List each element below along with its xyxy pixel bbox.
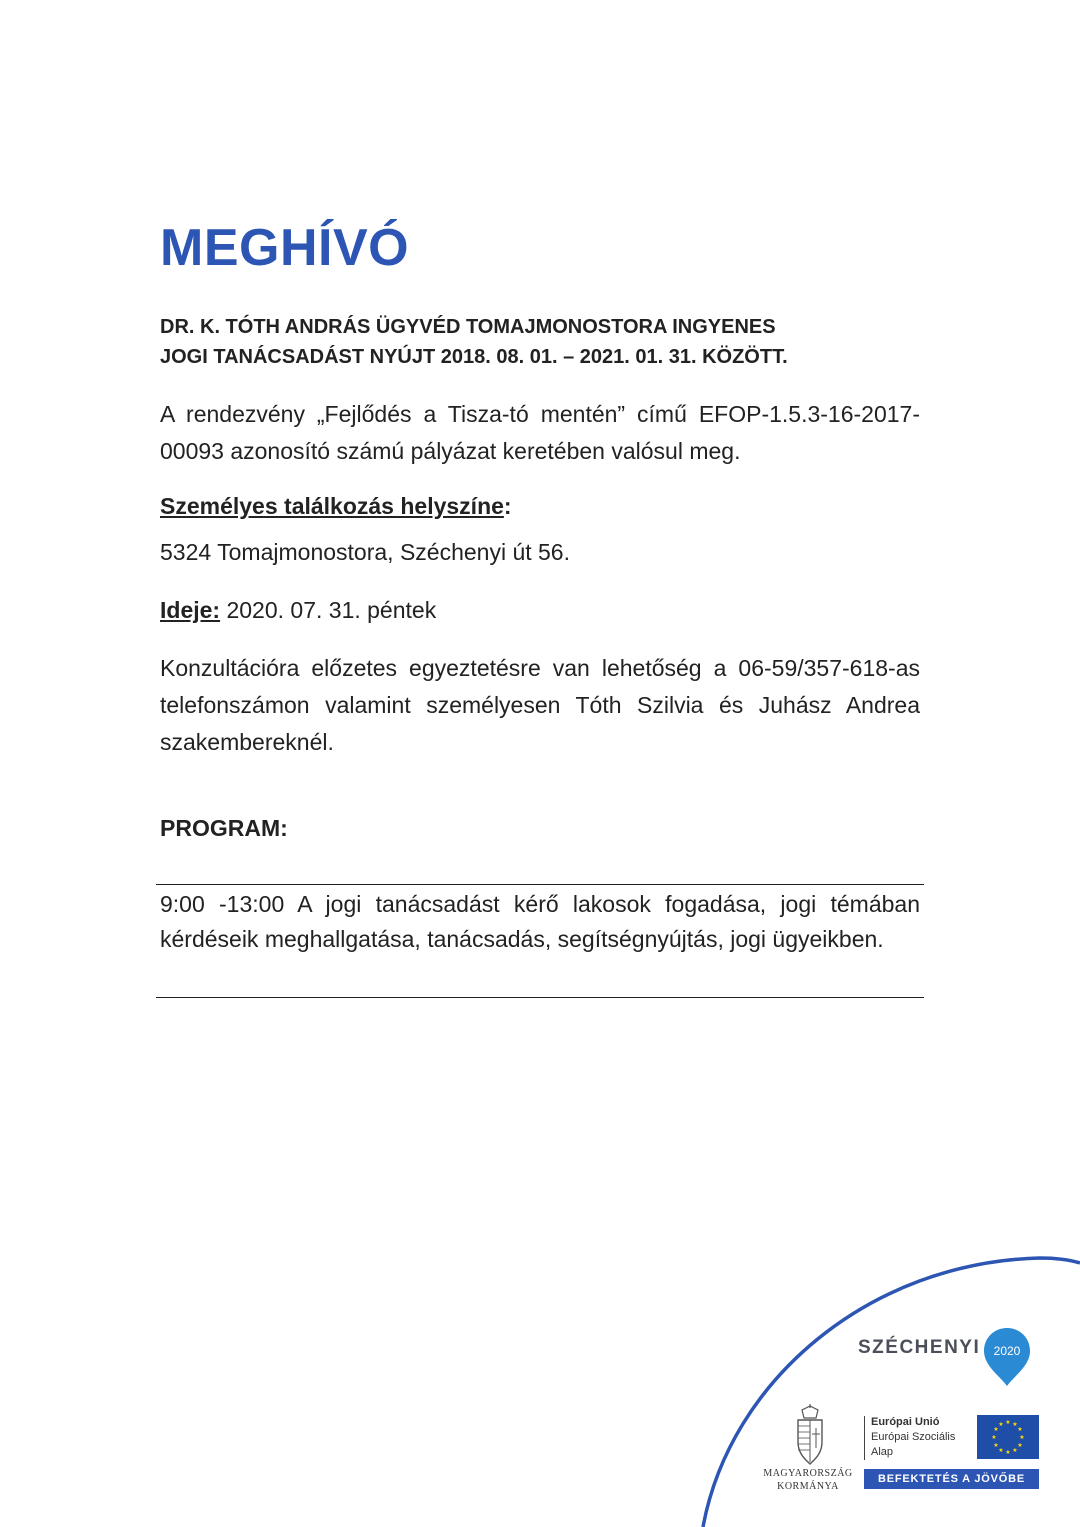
gov-line-2: KORMÁNYA (777, 1481, 839, 1492)
eu-line-2: Európai Szociális (871, 1431, 956, 1443)
eu-line-1: Európai Unió (871, 1416, 940, 1428)
svg-text:★: ★ (1005, 1419, 1011, 1426)
invest-in-future-banner: BEFEKTETÉS A JÖVŐBE (864, 1469, 1039, 1489)
location-heading-colon: : (503, 493, 512, 519)
svg-text:★: ★ (993, 1442, 999, 1449)
hungarian-coat-of-arms-icon (790, 1404, 830, 1466)
government-name (758, 1467, 858, 1493)
date-label: Ideje: (160, 597, 221, 623)
svg-text:★: ★ (1012, 1421, 1018, 1428)
svg-text:★: ★ (1017, 1426, 1023, 1433)
address-text: 5324 Tomajmonostora, Széchenyi út 56. (160, 539, 570, 565)
program-item: 9:00 -13:00 A jogi tanácsadást kérő lakosok fogadása, jogi témában kérdéseik meghallgatása, tanácsadás, segítségnyújtás, jogi ügyeikben. (160, 891, 920, 952)
intro-paragraph: A rendezvény „Fejlődés a Tisza-tó mentén” című EFOP-1.5.3-16-2017-00093 azonosító számú pályázat keretében valósul meg. (160, 401, 920, 464)
svg-text:★: ★ (998, 1447, 1004, 1454)
szechenyi-pin-icon (982, 1326, 1032, 1388)
svg-text:★: ★ (1019, 1434, 1025, 1441)
gov-line-1: MAGYARORSZÁG (763, 1468, 853, 1479)
program-heading: PROGRAM: (160, 815, 288, 841)
eu-flag-icon (977, 1415, 1039, 1459)
subtitle-line-2: JOGI TANÁCSADÁST NYÚJT 2018. 08. 01. – 2021. 01. 31. KÖZÖTT. (160, 346, 788, 368)
szechenyi-label: SZÉCHENYI (858, 1337, 981, 1358)
location-heading-text: Személyes találkozás helyszíne (160, 493, 504, 519)
consultation-paragraph: Konzultációra előzetes egyeztetésre van lehetőség a 06-59/357-618-as telefonszámon valamint személyesen Tóth Szilvia és Juhász Andrea szakembereknél. (160, 655, 920, 755)
szechenyi-year: 2020 (993, 1344, 1021, 1358)
svg-text:★: ★ (991, 1434, 997, 1441)
eu-line-3: Alap (871, 1446, 894, 1458)
invitation-title: MEGHÍVÓ (160, 219, 410, 277)
svg-text:★: ★ (993, 1426, 999, 1433)
svg-text:★: ★ (1017, 1442, 1023, 1449)
svg-text:★: ★ (1012, 1447, 1018, 1454)
eu-text-block (871, 1415, 955, 1460)
svg-text:★: ★ (998, 1421, 1004, 1428)
eu-divider (864, 1416, 865, 1460)
svg-text:★: ★ (1005, 1449, 1011, 1456)
date-value: 2020. 07. 31. péntek (220, 597, 437, 623)
subtitle-line-1: DR. K. TÓTH ANDRÁS ÜGYVÉD TOMAJMONOSTORA INGYENES (160, 316, 776, 338)
